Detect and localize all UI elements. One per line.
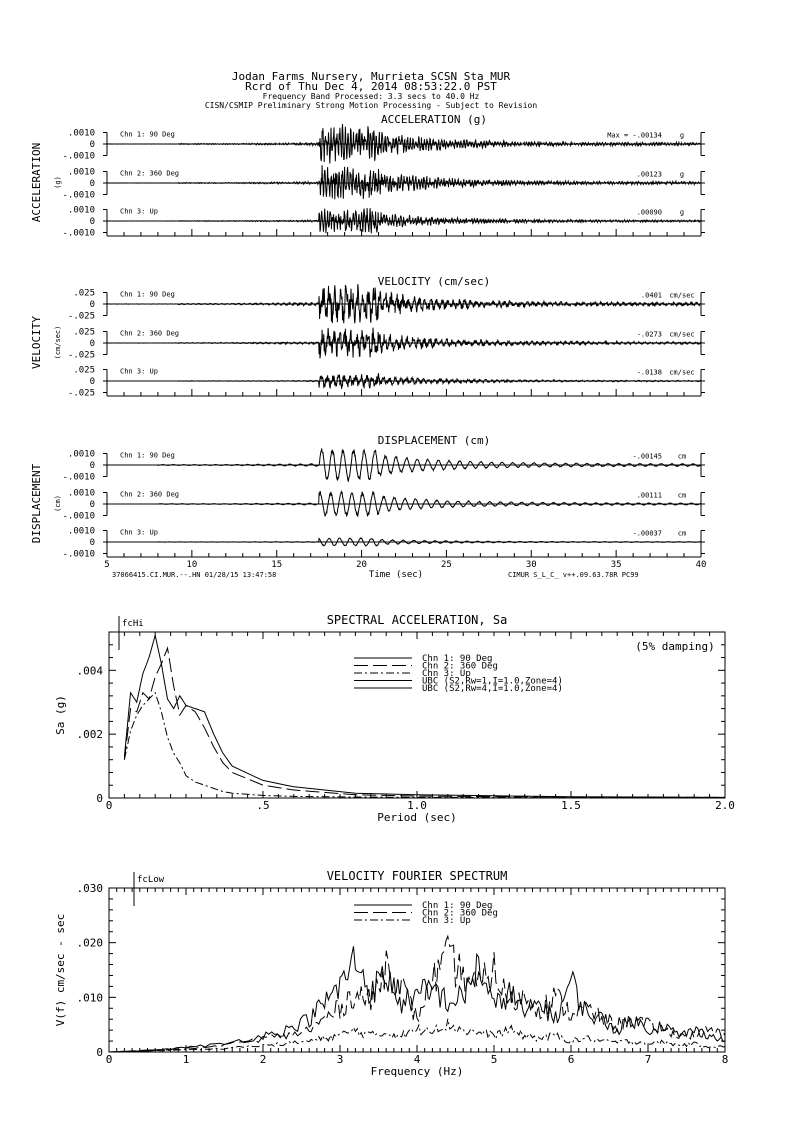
legend-label: Chn 2: 360 Deg [422, 661, 498, 672]
y-tick-label: .0010 [67, 128, 95, 139]
channel-peak: Max = -.00134 [607, 131, 662, 140]
channel-unit: cm [677, 529, 687, 538]
waveform-trace [107, 373, 701, 389]
x-tick-label: 1.5 [561, 799, 581, 812]
channel-label: Chn 3: Up [120, 207, 158, 216]
x-tick-label: 7 [644, 1053, 652, 1066]
x-tick-label: 40 [695, 560, 707, 570]
channel-unit: cm [677, 491, 687, 500]
x-tick-label: 4 [413, 1053, 421, 1066]
header-band: Frequency Band Processed: 3.3 secs to 40.0 Hz [262, 92, 480, 101]
x-tick-label: 3 [336, 1053, 344, 1066]
channel-peak: -.0138 [636, 368, 662, 377]
waveform-trace [107, 165, 701, 199]
header-record: Rcrd of Thu Dec 4, 2014 08:53:22.0 PST [245, 80, 497, 93]
channel-label: Chn 2: 360 Deg [120, 169, 180, 178]
legend-label: Chn 2: 360 Deg [422, 908, 498, 919]
cutoff-marker-label: fcLow [137, 875, 165, 885]
x-tick-label: 8 [721, 1053, 729, 1066]
x-axis-label: Frequency (Hz) [370, 1065, 464, 1078]
channel-peak: .00090 [636, 208, 662, 217]
y-tick-label: -.025 [67, 350, 95, 361]
y-axis-label: VELOCITY [30, 316, 43, 369]
spectrum-series [109, 946, 725, 1052]
y-tick-label: .0010 [67, 167, 95, 178]
header-station: Jodan Farms Nursery, Murrieta SCSN Sta MUR [231, 70, 511, 83]
channel-unit: cm/sec [669, 330, 695, 339]
y-tick-label: 0 [96, 1046, 103, 1059]
y-tick-label: 0 [89, 461, 95, 471]
x-tick-label: 25 [441, 560, 452, 570]
y-tick-label: -.025 [67, 311, 95, 322]
displacement-panel [30, 434, 706, 580]
y-tick-label: 0 [96, 792, 103, 805]
y-tick-label: 0 [89, 377, 95, 387]
cutoff-marker-label: fcHi [122, 619, 144, 629]
x-tick-label: 0 [105, 799, 113, 812]
waveform-trace [107, 124, 701, 164]
y-tick-label: 0 [89, 339, 95, 349]
y-tick-label: 0 [89, 538, 95, 548]
channel-label: Chn 2: 360 Deg [120, 490, 180, 499]
y-tick-label: .025 [73, 365, 95, 376]
y-tick-label: -.0010 [62, 472, 95, 483]
y-tick-label: .025 [73, 327, 95, 338]
y-tick-label: 0 [89, 179, 95, 189]
spectral-acceleration-chart [54, 613, 735, 824]
y-tick-label: -.0010 [62, 549, 95, 560]
y-tick-label: 0 [89, 217, 95, 227]
x-axis-label: Time (sec) [368, 570, 424, 580]
channel-unit: cm/sec [669, 291, 695, 300]
y-tick-label: .0010 [67, 488, 95, 499]
panel-title: VELOCITY (cm/sec) [377, 275, 491, 288]
y-tick-label: .004 [76, 664, 103, 678]
channel-label: Chn 3: Up [120, 367, 158, 376]
footer-record-id: 37066415.CI.MUR.--.HN 01/28/15 13:47:58 [112, 571, 277, 579]
y-tick-label: 0 [89, 300, 95, 310]
x-tick-label: 1 [182, 1053, 190, 1066]
y-axis-unit: (cm/sec) [54, 325, 62, 360]
channel-label: Chn 1: 90 Deg [120, 130, 175, 139]
panel-title: DISPLACEMENT (cm) [377, 434, 491, 447]
y-axis-label: V(f) cm/sec - sec [54, 913, 67, 1027]
legend-label: Chn 1: 90 Deg [422, 654, 493, 664]
footer-processing: CIMUR S_L_C_ v++.09.63.78R PC99 [508, 571, 639, 579]
channel-peak: -.00145 [632, 452, 662, 461]
y-axis-label: Sa (g) [54, 695, 67, 735]
channel-peak: -.00037 [632, 529, 662, 538]
x-tick-label: 1.0 [407, 799, 427, 812]
x-tick-label: 35 [610, 560, 622, 570]
channel-unit: g [679, 131, 685, 140]
x-tick-label: 2 [259, 1053, 267, 1066]
x-tick-label: 15 [271, 560, 283, 570]
fourier-spectrum-chart [54, 869, 728, 1078]
x-tick-label: 5 [490, 1053, 498, 1066]
y-tick-label: -.0010 [62, 190, 95, 201]
channel-peak: .0401 [640, 291, 662, 300]
channel-label: Chn 2: 360 Deg [120, 329, 180, 338]
y-tick-label: -.0010 [62, 151, 95, 162]
x-axis-label: Period (sec) [377, 811, 457, 824]
acceleration-panel [30, 113, 705, 239]
channel-unit: cm/sec [669, 368, 695, 377]
y-tick-label: .010 [76, 991, 103, 1005]
panel-title: ACCELERATION (g) [381, 113, 487, 126]
y-axis-unit: (cm) [54, 495, 62, 512]
y-tick-label: .020 [76, 936, 103, 950]
y-tick-label: -.025 [67, 388, 95, 399]
channel-peak: .00123 [636, 170, 662, 179]
y-axis-label: ACCELERATION [30, 142, 43, 223]
plot-frame [109, 632, 725, 798]
x-tick-label: 10 [186, 560, 198, 570]
legend-label: Chn 3: Up [422, 916, 471, 926]
channel-unit: g [679, 170, 685, 179]
y-tick-label: .030 [76, 882, 103, 895]
legend-label: UBC (S2,Rw=1,I=1.0,Zone=4) [422, 676, 563, 687]
channel-label: Chn 1: 90 Deg [120, 290, 175, 299]
y-tick-label: .025 [73, 288, 95, 299]
velocity-panel [30, 275, 705, 399]
channel-unit: cm [677, 452, 687, 461]
y-tick-label: .0010 [67, 205, 95, 216]
y-tick-label: -.0010 [62, 228, 95, 239]
x-tick-label: 2.0 [715, 799, 735, 812]
plot-title: VELOCITY FOURIER SPECTRUM [326, 869, 508, 883]
channel-unit: g [679, 208, 685, 217]
y-tick-label: .0010 [67, 449, 95, 460]
header-disclaimer: CISN/CSMIP Preliminary Strong Motion Processing - Subject to Revision [204, 101, 538, 110]
y-tick-label: -.0010 [62, 511, 95, 522]
spectrum-series [124, 693, 725, 798]
y-tick-label: 0 [89, 500, 95, 510]
channel-peak: -.0273 [636, 330, 662, 339]
y-tick-label: 0 [89, 140, 95, 150]
x-tick-label: .5 [256, 799, 270, 812]
x-tick-label: 5 [104, 560, 110, 570]
y-tick-label: .0010 [67, 526, 95, 537]
plot-frame [109, 888, 725, 1052]
channel-label: Chn 3: Up [120, 528, 158, 537]
legend-label: Chn 1: 90 Deg [422, 901, 493, 911]
damping-note: (5% damping) [635, 640, 715, 653]
x-tick-label: 30 [525, 560, 537, 570]
y-axis-label: DISPLACEMENT [30, 463, 43, 544]
y-axis-unit: (g) [54, 176, 62, 189]
y-tick-label: .002 [76, 728, 103, 742]
legend-label: Chn 3: Up [422, 669, 471, 679]
plot-title: SPECTRAL ACCELERATION, Sa [326, 613, 508, 627]
legend-label: UBC (S2,Rw=4,I=1.0,Zone=4) [422, 684, 563, 694]
x-tick-label: 20 [356, 560, 367, 570]
channel-peak: .00111 [636, 491, 662, 500]
spectrum-series [109, 936, 725, 1052]
x-tick-label: 6 [567, 1053, 575, 1066]
x-tick-label: 0 [105, 1053, 113, 1066]
channel-label: Chn 1: 90 Deg [120, 451, 175, 460]
